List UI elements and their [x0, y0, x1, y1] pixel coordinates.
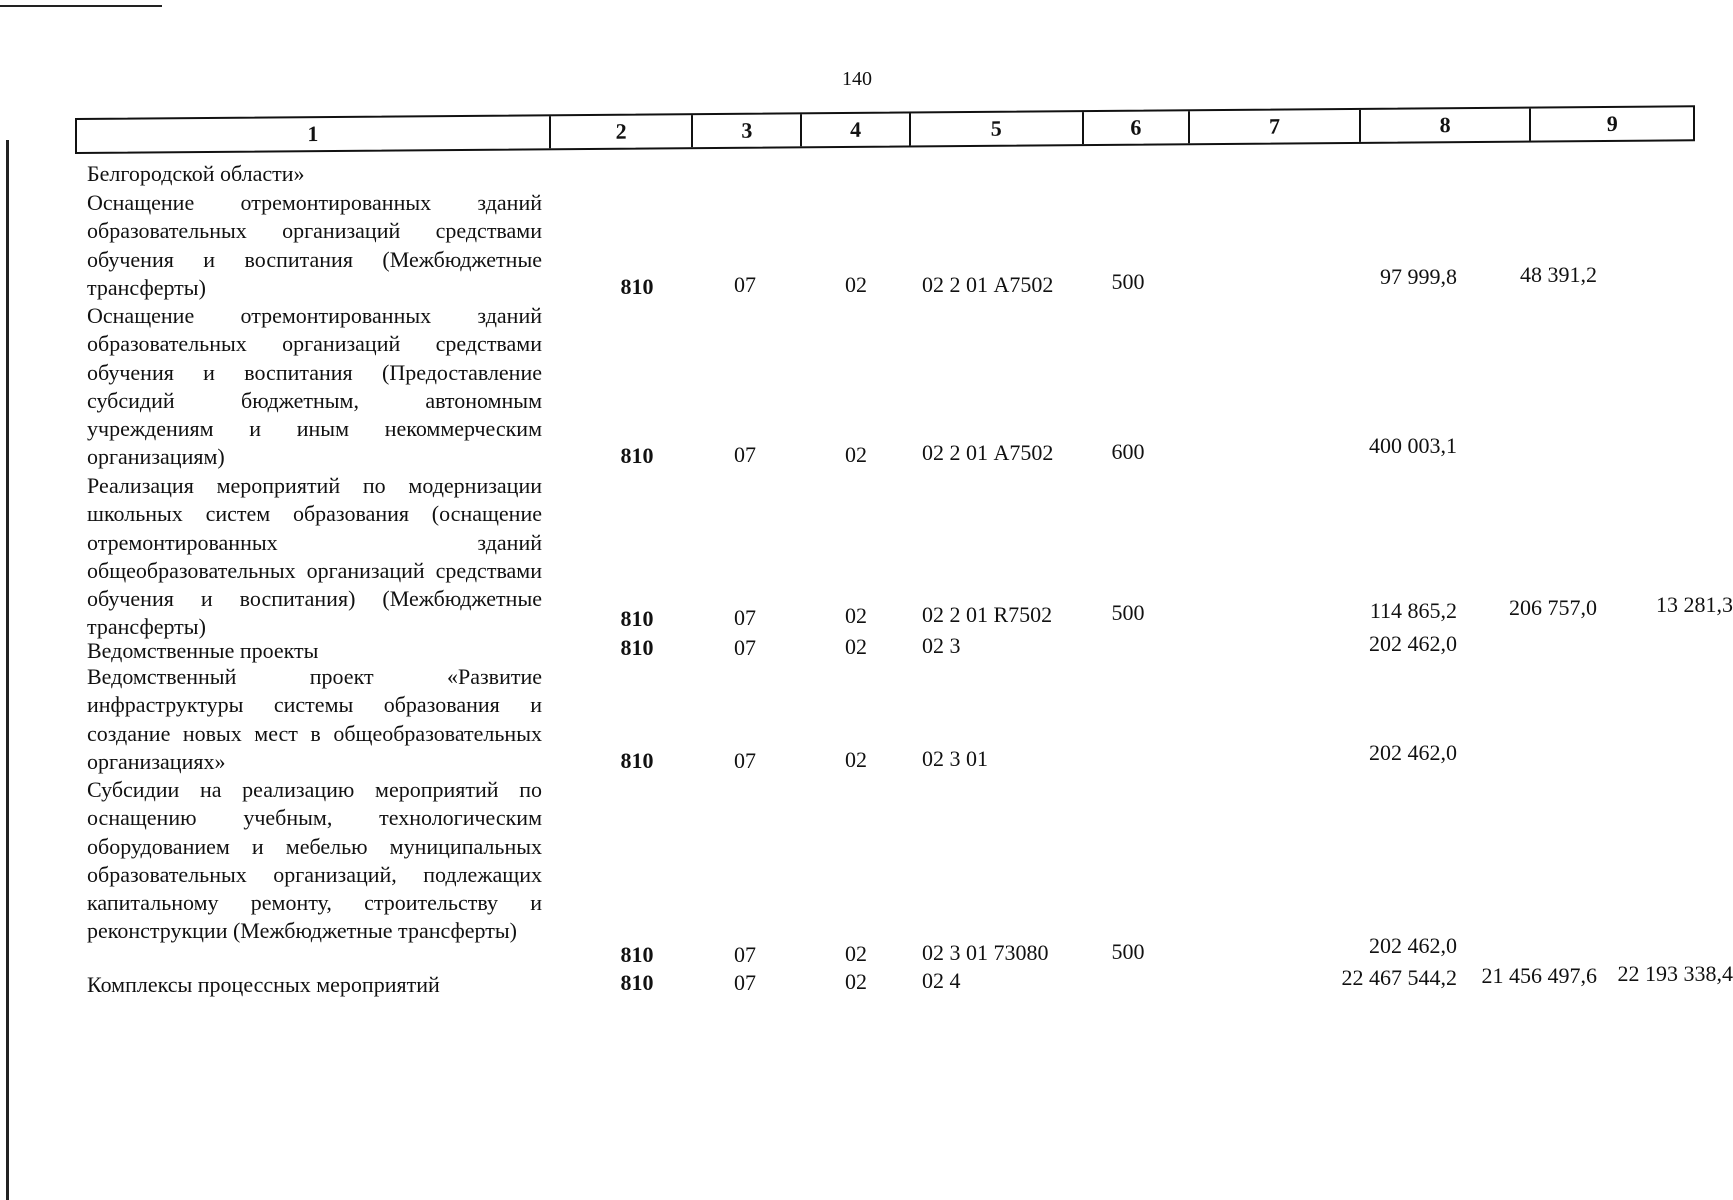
- page-number: 140: [842, 68, 872, 90]
- cell-col-7: 114 865,2: [1369, 598, 1457, 623]
- header-col-2: 2: [549, 115, 692, 148]
- cell-col-8: 48 391,2: [1520, 262, 1597, 287]
- cell-col-4: 02: [845, 272, 867, 297]
- cell-col-2: 810: [620, 606, 654, 631]
- row-description: Ведомственный проект «Развитие инфраструктуры системы образования и создание новых мест в общеобразовательных организациях»: [87, 664, 542, 774]
- cell-col-8: 21 456 497,6: [1481, 963, 1597, 988]
- cell-col-7: 22 467 544,2: [1341, 965, 1457, 990]
- left-margin-rule: [6, 140, 9, 1200]
- header-col-5: 5: [909, 112, 1082, 145]
- row-description: Комплексы процессных мероприятий: [87, 972, 440, 997]
- cell-col-7: 97 999,8: [1380, 264, 1457, 289]
- cell-col-7: 202 462,0: [1369, 933, 1457, 958]
- cell-col-8: 206 757,0: [1509, 595, 1597, 620]
- row-description: Ведомственные проекты: [87, 638, 319, 663]
- cell-col-6: 600: [1111, 439, 1145, 464]
- cell-col-3: 07: [734, 970, 756, 995]
- cell-col-4: 02: [845, 747, 867, 772]
- cell-col-6: 500: [1111, 939, 1145, 964]
- cell-col-2: 810: [620, 635, 654, 660]
- row-description: Субсидии на реализацию мероприятий по оснащению учебным, технологическим оборудованием и мебелью муниципальных образовательных организаций, подлежащих капитальному ремонту, строительству и реконструкции (Межбюджетные трансферты): [87, 777, 542, 944]
- row-description: Оснащение отремонтированных зданий образовательных организаций средствами обучения и воспитания (Предоставление субсидий бюджетным, автономным учреждениям и иным некоммерческим организациям): [87, 303, 542, 470]
- cell-col-6: 500: [1111, 600, 1145, 625]
- row-description: Реализация мероприятий по модернизации школьных систем образования (оснащение отремонтированных зданий общеобразовательных организаций средствами обучения и воспитания) (Межбюджетные трансферты): [87, 473, 542, 640]
- header-col-6: 6: [1082, 111, 1189, 144]
- cell-col-4: 02: [845, 634, 867, 659]
- cell-col-5: 02 3 01: [922, 746, 988, 771]
- row-description: Белгородской области»: [87, 161, 305, 186]
- table-header: [75, 105, 1695, 154]
- cell-col-7: 202 462,0: [1369, 740, 1457, 765]
- cell-col-3: 07: [734, 942, 756, 967]
- cell-col-2: 810: [620, 970, 654, 995]
- cell-col-5: 02 3: [922, 633, 961, 658]
- cell-col-2: 810: [620, 942, 654, 967]
- top-rule: [0, 5, 162, 7]
- cell-col-9: 13 281,3: [1656, 592, 1733, 617]
- header-col-9: 9: [1529, 107, 1693, 140]
- cell-col-4: 02: [845, 969, 867, 994]
- cell-col-3: 07: [734, 605, 756, 630]
- cell-col-5: 02 2 01 R7502: [922, 602, 1053, 627]
- header-col-4: 4: [800, 113, 909, 146]
- cell-col-4: 02: [845, 442, 867, 467]
- cell-col-7: 202 462,0: [1369, 631, 1457, 656]
- cell-col-5: 02 4: [922, 968, 961, 993]
- cell-col-2: 810: [620, 274, 654, 299]
- header-col-8: 8: [1359, 109, 1530, 142]
- cell-col-2: 810: [620, 748, 654, 773]
- cell-col-3: 07: [734, 272, 756, 297]
- cell-col-7: 400 003,1: [1369, 433, 1457, 458]
- cell-col-9: 22 193 338,4: [1617, 961, 1733, 986]
- header-col-1: 1: [307, 121, 319, 147]
- row-description: Оснащение отремонтированных зданий образовательных организаций средствами обучения и воспитания (Межбюджетные трансферты): [87, 190, 542, 300]
- cell-col-4: 02: [845, 603, 867, 628]
- cell-col-3: 07: [734, 442, 756, 467]
- header-col-7: 7: [1188, 110, 1359, 143]
- cell-col-2: 810: [620, 443, 654, 468]
- cell-col-4: 02: [845, 941, 867, 966]
- cell-col-5: 02 3 01 73080: [922, 940, 1049, 965]
- cell-col-3: 07: [734, 635, 756, 660]
- cell-col-5: 02 2 01 А7502: [922, 272, 1054, 297]
- cell-col-5: 02 2 01 А7502: [922, 440, 1054, 465]
- cell-col-3: 07: [734, 748, 756, 773]
- header-col-3: 3: [691, 114, 800, 147]
- cell-col-6: 500: [1111, 269, 1145, 294]
